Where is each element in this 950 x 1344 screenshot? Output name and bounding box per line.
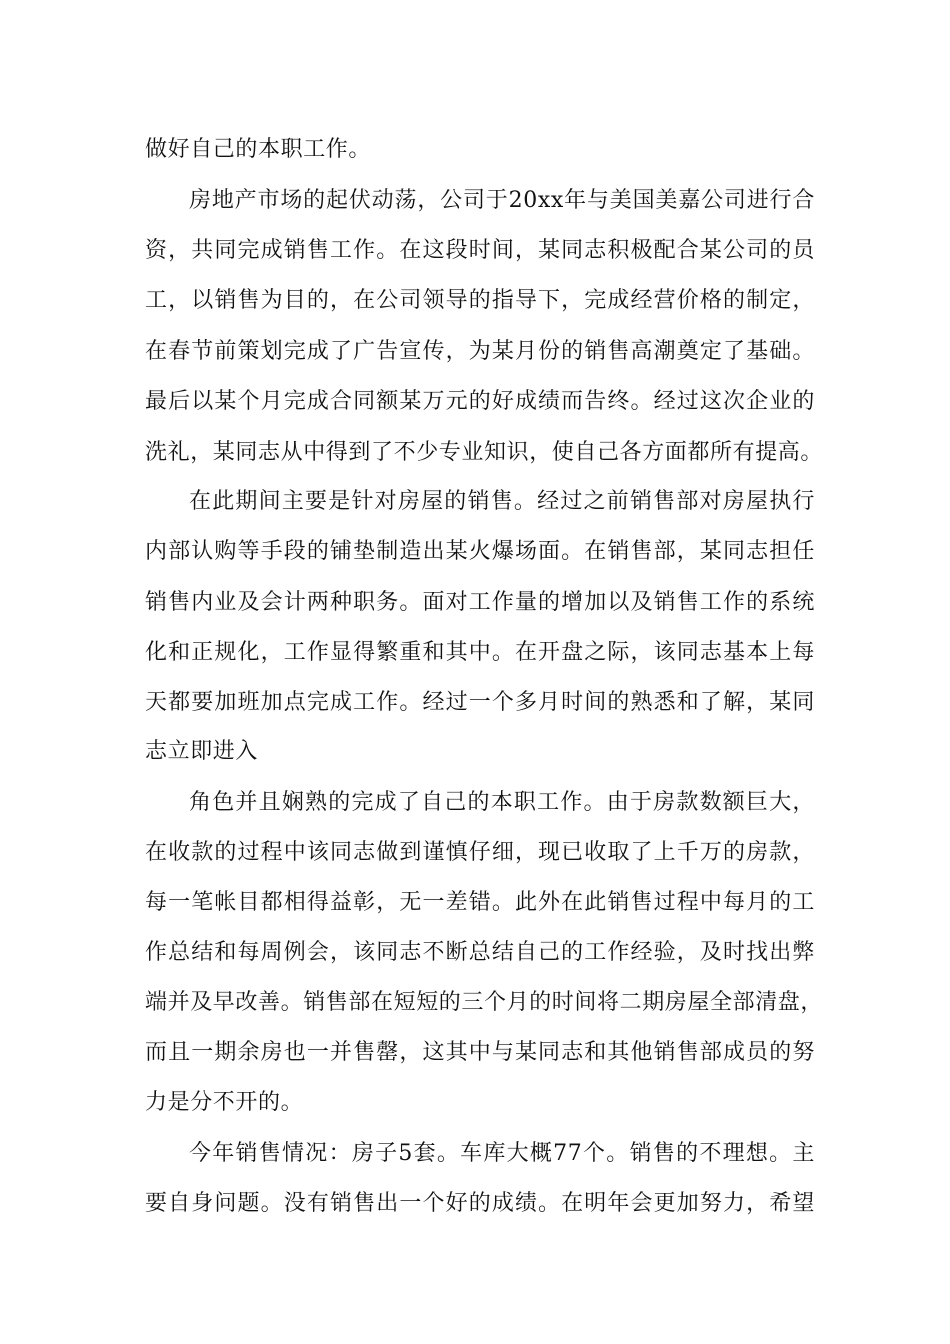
text-line: 洗礼，某同志从中得到了不少专业知识，使自己各方面都所有提高。 — [145, 440, 824, 465]
paragraph-first-line: 今年销售情况：房子5套。车库大概77个。销售的不理想。主 — [189, 1141, 815, 1166]
text-line: 而且一期余房也一并售罄，这其中与某同志和其他销售部成员的努 — [145, 1040, 815, 1065]
text-line: 工，以销售为目的，在公司领导的指导下，完成经营价格的制定， — [145, 288, 815, 313]
text-line: 作总结和每周例会，该同志不断总结自己的工作经验，及时找出弊 — [145, 940, 815, 965]
text-line: 志立即进入 — [145, 739, 259, 764]
text-line: 在收款的过程中该同志做到谨慎仔细，现已收取了上千万的房款， — [145, 840, 815, 865]
text-line: 在春节前策划完成了广告宣传，为某月份的销售高潮奠定了基础。 — [145, 339, 815, 364]
text-line: 每一笔帐目都相得益彰，无一差错。此外在此销售过程中每月的工 — [145, 890, 815, 915]
text-line: 内部认购等手段的铺垫制造出某火爆场面。在销售部，某同志担任 — [145, 539, 815, 564]
text-line: 最后以某个月完成合同额某万元的好成绩而告终。经过这次企业的 — [145, 389, 815, 414]
text-line: 做好自己的本职工作。 — [145, 137, 372, 162]
paragraph-first-line: 在此期间主要是针对房屋的销售。经过之前销售部对房屋执行 — [189, 489, 815, 514]
text-line: 销售内业及会计两种职务。面对工作量的增加以及销售工作的系统 — [145, 590, 815, 615]
paragraph-first-line: 角色并且娴熟的完成了自己的本职工作。由于房款数额巨大， — [189, 790, 815, 815]
paragraph-first-line: 房地产市场的起伏动荡，公司于20xx年与美国美嘉公司进行合 — [189, 188, 815, 213]
text-line: 化和正规化，工作显得繁重和其中。在开盘之际，该同志基本上每 — [145, 640, 815, 665]
text-line: 天都要加班加点完成工作。经过一个多月时间的熟悉和了解，某同 — [145, 690, 815, 715]
text-line: 资，共同完成销售工作。在这段时间，某同志积极配合某公司的员 — [145, 238, 815, 263]
text-line: 力是分不开的。 — [145, 1090, 304, 1115]
text-line: 要自身问题。没有销售出一个好的成绩。在明年会更加努力，希望 — [145, 1191, 815, 1216]
text-line: 端并及早改善。销售部在短短的三个月的时间将二期房屋全部清盘， — [145, 990, 824, 1015]
